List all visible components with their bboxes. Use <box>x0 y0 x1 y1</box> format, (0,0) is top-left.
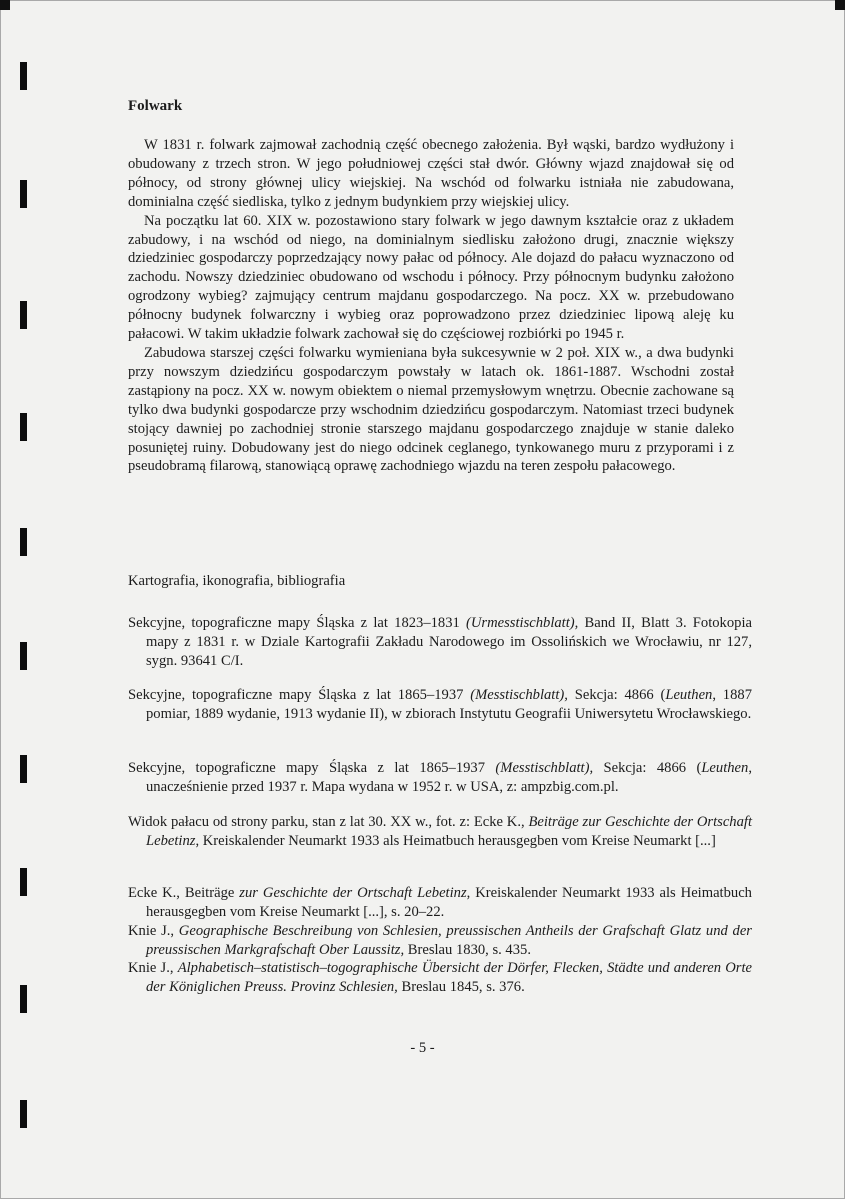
page-number: - 5 - <box>410 1040 435 1056</box>
bibliography-entry: Knie J., Alphabetisch–statistisch–togographische Übersicht der Dörfer, Flecken, Städte und anderen Orte der Königlichen Preuss. Provinz Schlesien, Breslau 1845, s. 376. <box>128 960 752 995</box>
punch-hole-mark <box>20 62 27 90</box>
bibliography-entry: Sekcyjne, topograficzne mapy Śląska z lat 1823–1831 (Urmesstischblatt), Band II, Blatt 3. Fotokopia mapy z 1831 r. w Dziale Kartografii Zakładu Narodowego im Ossolińskich we Wrocławiu, nr 127, sygn. 93641 C/I. <box>128 615 752 669</box>
corner-mark <box>835 0 845 10</box>
punch-hole-mark <box>20 985 27 1013</box>
paragraph: Na początku lat 60. XIX w. pozostawiono stary folwark w jego dawnym kształcie oraz z układem zabudowy, i na wschód od niego, na dominialnym siedlisku założono drugi, znacznie większy dziedziniec gospodarczy poprzedzający nowy pałac od północy. Ale dojazd do pałacu wyznaczono od zachodu. Nowszy dziedziniec obudowano od wschodu i północy. Przy północnym budynku założono ogrodzony wybieg? zajmujący centrum majdanu gospodarczego. Na pocz. XX w. przebudowano północny budynek folwarczny i wybieg oraz poprowadzono przez dziedziniec lipową aleję ku pałacowi. W takim układzie folwark zachował się do częściowej rozbiórki po 1945 r. <box>128 212 734 343</box>
bibliography-entry: Sekcyjne, topograficzne mapy Śląska z lat 1865–1937 (Messtischblatt), Sekcja: 4866 (Leuthen, unacześnienie przed 1937 r. Mapa wydana w 1952 r. w USA, z: ampzbig.com.pl. <box>128 760 752 795</box>
bibliography-title: Kartografia, ikonografia, bibliografia <box>128 573 346 589</box>
paragraph: Zabudowa starszej części folwarku wymieniana była sukcesywnie w 2 poł. XIX w., a dwa budynki przy nowszym dziedzińcu gospodarczym powstały w latach ok. 1861-1887. Wschodni został zastąpiony na pocz. XX w. nowym obiektem o niemal przemysłowym wnętrzu. Obecnie zachowane są tylko dwa budynki gospodarcze przy wschodnim dziedzińcu gospodarczym. Natomiast trzeci budynek stojący dawniej po zachodniej stronie starszego majdanu gospodarczego znajduje w stanie daleko posuniętej ruiny. Dobudowany jest do niego odcinek ceglanego, tynkowanego muru z przyporami i z pseudobramą filarową, stanowiącą oprawę zachodniego wjazdu na teren zespołu pałacowego. <box>128 344 734 475</box>
paragraph: W 1831 r. folwark zajmował zachodnią część obecnego założenia. Był wąski, bardzo wydłużony i obudowany z trzech stron. W jego południowej części stał dwór. Główny wjazd znajdował się od północy, od strony głównej ulicy wiejskiej. Na wschód od folwarku istniała nie zabudowana, dominialna część siedliska, tylko z jednym budynkiem przy wiejskiej ulicy. <box>128 137 734 210</box>
corner-mark <box>0 0 10 10</box>
punch-hole-mark <box>20 413 27 441</box>
punch-hole-mark <box>20 528 27 556</box>
punch-hole-mark <box>20 1100 27 1128</box>
punch-hole-mark <box>20 180 27 208</box>
bibliography-entry: Knie J., Geographische Beschreibung von Schlesien, preussischen Antheils der Grafschaft Glatz und der preussischen Markgrafschaft Ober Laussitz, Breslau 1830, s. 435. <box>128 923 752 958</box>
punch-hole-mark <box>20 868 27 896</box>
punch-hole-mark <box>20 755 27 783</box>
punch-hole-mark <box>20 301 27 329</box>
bibliography-entry: Widok pałacu od strony parku, stan z lat 30. XX w., fot. z: Ecke K., Beiträge zur Geschichte der Ortschaft Lebetinz, Kreiskalender Neumarkt 1933 als Heimatbuch herausgegben vom Kreise Neumarkt [...] <box>128 814 753 849</box>
main-text <box>128 96 734 476</box>
punch-hole-mark <box>20 642 27 670</box>
section-heading: Folwark <box>128 98 183 114</box>
bibliography-entry: Ecke K., Beiträge zur Geschichte der Ortschaft Lebetinz, Kreiskalender Neumarkt 1933 als Heimatbuch herausgegben vom Kreise Neumarkt [...], s. 20–22. <box>128 885 752 920</box>
bibliography-entry: Sekcyjne, topograficzne mapy Śląska z lat 1865–1937 (Messtischblatt), Sekcja: 4866 (Leuthen, 1887 pomiar, 1889 wydanie, 1913 wydanie II), w zbiorach Instytutu Geografii Uniwersytetu Wrocławskiego. <box>128 687 752 722</box>
